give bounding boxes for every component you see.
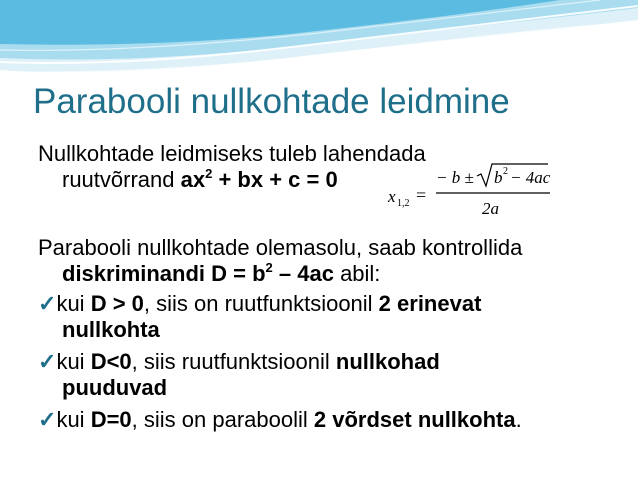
bullet-1-text-a: kui (56, 291, 91, 316)
bullet-3 (38, 408, 522, 432)
para2-line2 (62, 259, 381, 286)
bullet-3-text-a: kui (56, 407, 91, 432)
para2-line2-suffix: abil: (333, 261, 381, 286)
formula-radicand-rest: − 4ac (510, 168, 551, 187)
equation-rest: + bx + c = 0 (212, 167, 338, 192)
bullet-3-text-b: , siis on paraboolil (131, 407, 314, 432)
checkmark-icon: ✓ (38, 349, 57, 374)
bullet-2 (38, 350, 440, 374)
bullet-2-result: nullkohad (335, 349, 440, 374)
bullet-3-result: 2 võrdset nullkohta (313, 407, 516, 432)
bullet-2-condition: D<0 (90, 349, 132, 374)
bullet-1-result: 2 erinevat (378, 291, 482, 316)
bullet-1-line2: nullkohta (62, 317, 160, 342)
para2-line1: Parabooli nullkohtade olemasolu, saab kontrollida (38, 235, 523, 260)
equation-ax: ax (180, 167, 206, 192)
discriminant-exponent: 2 (265, 259, 273, 275)
slide-title: Parabooli nullkohtade leidmine (33, 82, 510, 121)
bullet-3-condition: D=0 (90, 407, 132, 432)
bullet-2-text-b: , siis ruutfunktsioonil (131, 349, 336, 374)
formula-equals: = (416, 185, 427, 205)
formula-lhs-sub: 1,2 (397, 198, 410, 209)
formula-radicand-b: b (494, 168, 503, 187)
bullet-3-period: . (515, 407, 522, 432)
checkmark-icon: ✓ (38, 291, 57, 316)
quadratic-formula (384, 160, 554, 222)
formula-radicand-exp: 2 (503, 166, 508, 177)
checkmark-icon: ✓ (38, 407, 57, 432)
bullet-1-condition: D > 0 (90, 291, 144, 316)
bullet-2-line2: puuduvad (62, 375, 168, 400)
bullet-1 (38, 292, 481, 316)
para1-line2 (62, 165, 338, 192)
formula-denominator: 2a (482, 199, 499, 218)
para1-line1: Nullkohtade leidmiseks tuleb lahendada (38, 141, 426, 166)
equation-ax-exponent: 2 (205, 165, 213, 181)
para1-line2-text: ruutvõrrand (62, 167, 181, 192)
discriminant-rest: – 4ac (272, 261, 334, 286)
formula-lhs-var: x (388, 187, 396, 206)
wave-decoration (0, 0, 638, 90)
formula-numerator-pre: − b ± (436, 168, 474, 187)
bullet-2-text-a: kui (56, 349, 91, 374)
bullet-1-text-b: , siis on ruutfunktsioonil (143, 291, 379, 316)
discriminant-label: diskriminandi D = b (62, 261, 266, 286)
